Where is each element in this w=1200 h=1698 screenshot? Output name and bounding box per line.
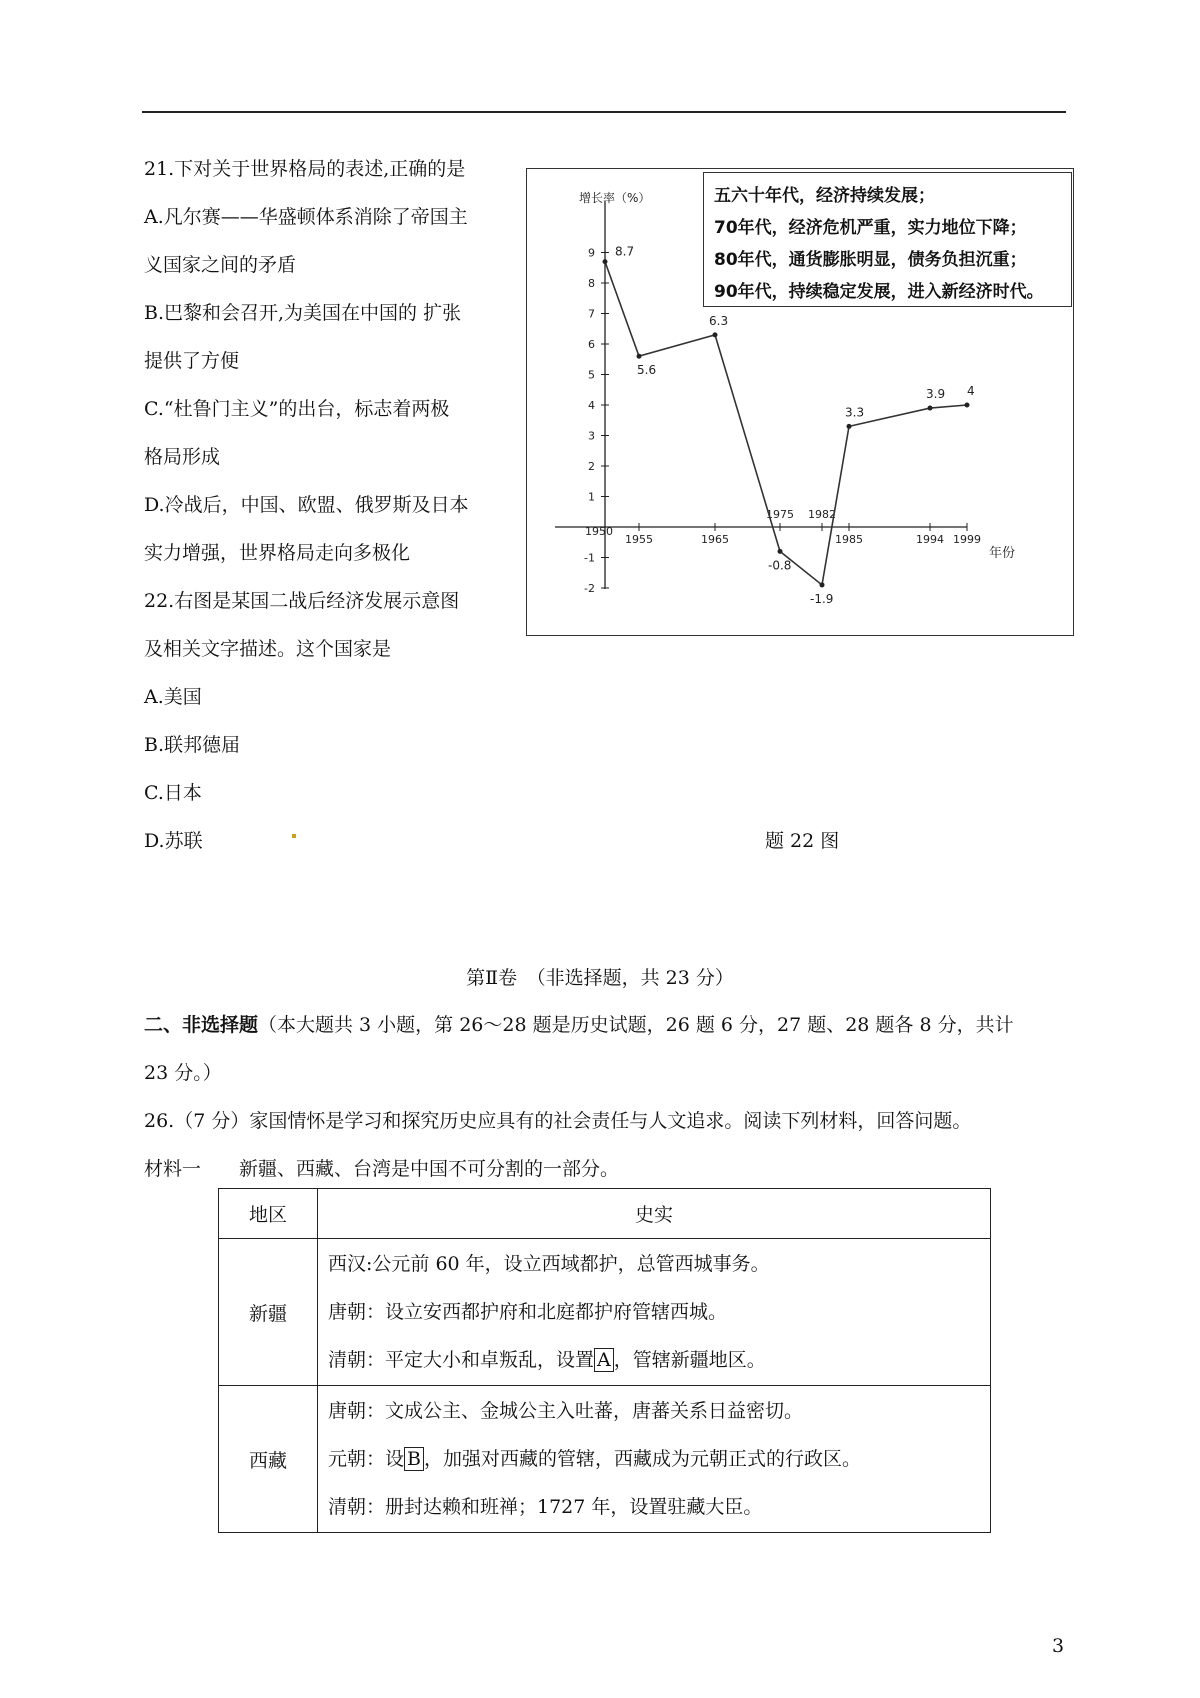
q22-option-a: A.美国	[144, 686, 202, 708]
y-axis-label: 增长率（%）	[579, 191, 651, 205]
fact-text: ，加强对西藏的管辖，西藏成为元朝正式的行政区。	[423, 1448, 861, 1470]
data-point	[847, 424, 852, 429]
chart-text-line-1: 五六十年代，经济持续发展；	[714, 186, 935, 206]
y-tick-label: 1	[588, 490, 595, 504]
stray-dot	[292, 834, 296, 838]
data-point	[928, 406, 933, 411]
blank-box-b: B	[404, 1447, 424, 1471]
q21-option-b: B.巴黎和会召开,为美国在中国的 扩张	[144, 302, 462, 324]
q26-material-1: 材料一 新疆、西藏、台湾是中国不可分割的一部分。	[144, 1158, 620, 1180]
x-tick-label: 1994	[916, 533, 944, 546]
section-title: 第Ⅱ卷 （非选择题，共 23 分）	[466, 967, 734, 989]
x-tick-label: 1955	[625, 533, 653, 546]
q21-option-d-cont: 实力增强，世界格局走向多极化	[144, 542, 411, 564]
q22-stem: 22.右图是某国二战后经济发展示意图	[144, 590, 460, 612]
y-tick-label: 2	[588, 460, 595, 473]
fact-text: 元朝：设	[328, 1448, 405, 1470]
y-tick-label: 7	[588, 307, 595, 321]
q21-stem: 21.下对关于世界格局的表述,正确的是	[144, 158, 466, 180]
x-axis-label: 年份	[989, 546, 1016, 561]
chart-text-line-4: 90年代，持续稳定发展，进入新经济时代。	[714, 282, 1044, 302]
data-label: -1.9	[810, 591, 834, 606]
data-point	[778, 549, 783, 554]
data-label: 3.3	[845, 405, 865, 420]
data-point	[713, 332, 718, 337]
page-number: 3	[1052, 1635, 1065, 1657]
x-tick-label: 1982	[808, 508, 836, 521]
data-label: 3.9	[926, 387, 946, 402]
fact-line: 唐朝：设立安西都护府和北庭都护府管辖西城。	[328, 1301, 728, 1323]
fact-text: ，管辖新疆地区。	[613, 1349, 766, 1371]
table-header-facts: 史实	[318, 1189, 991, 1239]
fact-line	[328, 1435, 989, 1483]
series-line	[605, 262, 967, 585]
table-cell-facts	[318, 1386, 991, 1533]
q26-stem: 26.（7 分）家国情怀是学习和探究历史应具有的社会责任与人文追求。阅读下列材料，回答问题。	[144, 1110, 972, 1132]
data-label: 5.6	[637, 363, 657, 378]
y-tick-label: 8	[588, 277, 595, 290]
table-header-region: 地区	[219, 1189, 318, 1239]
history-table	[218, 1188, 991, 1533]
data-point	[637, 354, 642, 359]
data-point	[965, 403, 970, 408]
section-description: （本大题共 3 小题，第 26～28 题是历史试题，26 题 6 分，27 题、28 题各 8 分，共计	[258, 1014, 1014, 1036]
table-cell-region: 西藏	[219, 1386, 318, 1533]
data-label: 6.3	[709, 313, 729, 328]
x-tick-label: 1975	[766, 508, 794, 521]
data-point	[820, 582, 825, 587]
x-tick-label: 1950	[585, 525, 613, 538]
q21-option-b-cont: 提供了方便	[144, 350, 240, 372]
chart-text-line-2: 70年代，经济危机严重，实力地位下降；	[714, 218, 1027, 238]
fact-line: 清朝：册封达赖和班禅；1727 年，设置驻藏大臣。	[328, 1496, 763, 1518]
header-rule	[142, 111, 1066, 113]
x-tick-label: 1985	[835, 533, 863, 546]
x-tick-label: 1965	[701, 533, 729, 546]
table-row	[219, 1239, 991, 1386]
fact-line	[328, 1336, 989, 1384]
y-tick-label: 9	[588, 246, 595, 260]
data-label: 8.7	[615, 244, 635, 259]
section-heading: 二、非选择题	[144, 1014, 259, 1036]
table-row	[219, 1386, 991, 1533]
table-header-row	[219, 1189, 991, 1239]
fact-line: 唐朝：文成公主、金城公主入吐蕃，唐蕃关系日益密切。	[328, 1400, 804, 1422]
blank-box-a: A	[594, 1348, 614, 1372]
q22-option-c: C.日本	[144, 782, 202, 804]
y-tick-label: 5	[588, 368, 595, 382]
y-tick-label: -1	[584, 551, 595, 565]
data-label: -0.8	[768, 558, 792, 573]
fact-line: 西汉:公元前 60 年，设立西域都护，总管西城事务。	[328, 1253, 770, 1275]
data-point	[603, 259, 608, 264]
table-cell-region: 新疆	[219, 1239, 318, 1386]
y-tick-label: 3	[588, 429, 595, 443]
section-heading-line	[144, 1014, 1014, 1036]
section-description-cont: 23 分。）	[144, 1062, 222, 1084]
q22-stem-cont: 及相关文字描述。这个国家是	[144, 638, 392, 660]
q21-option-c: C.“杜鲁门主义”的出台，标志着两极	[144, 398, 450, 420]
fact-text: 清朝：平定大小和卓叛乱，设置	[328, 1349, 595, 1371]
table-cell-facts	[318, 1239, 991, 1386]
y-tick-label: -2	[584, 582, 595, 595]
q21-option-a-cont: 义国家之间的矛盾	[144, 254, 297, 276]
q21-option-d: D.冷战后，中国、欧盟、俄罗斯及日本	[144, 494, 469, 516]
data-label: 4	[967, 384, 975, 398]
y-tick-label: 4	[588, 399, 595, 412]
q21-option-a: A.凡尔赛——华盛顿体系消除了帝国主	[144, 206, 468, 228]
y-tick-label: 6	[588, 338, 595, 351]
q22-option-d: D.苏联	[144, 830, 203, 852]
x-tick-label: 1999	[953, 533, 981, 546]
figure-caption: 题 22 图	[765, 830, 840, 852]
chart-text-box	[703, 172, 1072, 307]
q22-option-b: B.联邦德届	[144, 734, 241, 756]
q21-option-c-cont: 格局形成	[144, 446, 221, 468]
chart-text-line-3: 80年代，通货膨胀明显，债务负担沉重；	[714, 250, 1027, 270]
